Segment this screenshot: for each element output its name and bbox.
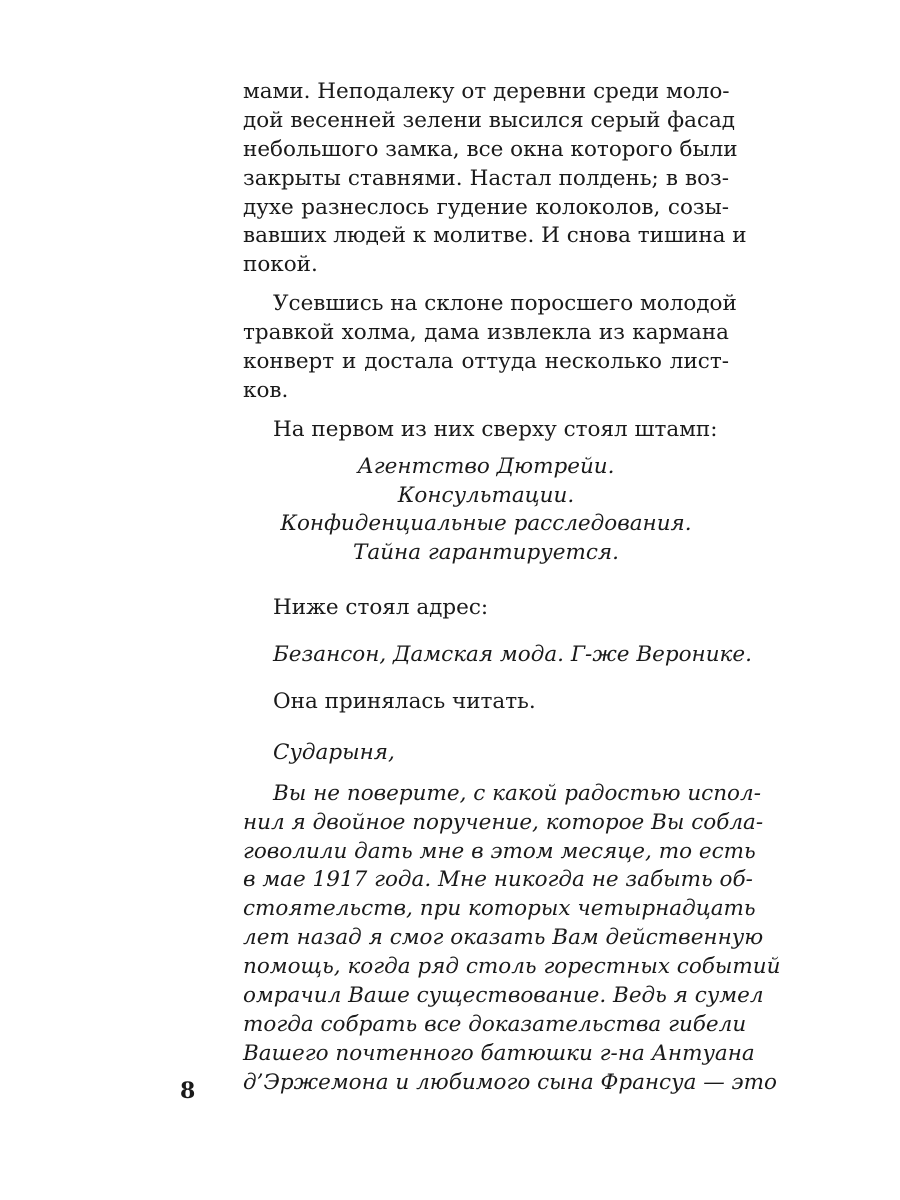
text-line: дой весенней зелени высился серый фасад	[243, 107, 736, 133]
paragraph-2	[243, 290, 737, 406]
text-line: конверт и достала оттуда несколько лист-	[243, 349, 729, 375]
letter-line: в мае 1917 года. Мне никогда не забыть об-	[243, 867, 753, 893]
text-line: ков.	[243, 377, 289, 403]
letter-line: говолили дать мне в этом месяце, то есть	[243, 838, 756, 864]
paragraph-5: Она принялась читать.	[273, 689, 536, 715]
text-line: вавших людей к молитве. И снова тишина и	[243, 223, 747, 249]
text-line: травкой холма, дама извлекла из кармана	[243, 320, 729, 346]
paragraph-1	[243, 78, 747, 280]
letter-body	[243, 780, 781, 1098]
stamp-line: Тайна гарантируется.	[353, 540, 619, 566]
page-number: 8	[180, 1078, 196, 1104]
letter-line: лет назад я смог оказать Вам действенную	[243, 925, 764, 951]
stamp-line: Консультации.	[397, 482, 575, 508]
letter-line: тогда собрать все доказательства гибели	[243, 1011, 747, 1037]
text-line: небольшого замка, все окна которого были	[243, 136, 738, 162]
letter-line: д’Эржемона и любимого сына Франсуа — это	[243, 1069, 777, 1095]
letter-line: нил я двойное поручение, которое Вы собла-	[243, 809, 764, 835]
letter-line: помощь, когда ряд столь горестных событий	[243, 954, 781, 980]
text-line: духе разнеслось гудение колоколов, созы-	[243, 194, 729, 220]
paragraph-3: На первом из них сверху стоял штамп:	[273, 416, 718, 442]
text-line: мами. Неподалеку от деревни среди моло-	[243, 79, 730, 104]
stamp-line: Конфиденциальные расследования.	[280, 511, 692, 537]
letter-line: Вашего почтенного батюшки г-на Антуана	[243, 1040, 755, 1066]
text-line: покой.	[243, 252, 318, 278]
paragraph-4: Ниже стоял адрес:	[273, 595, 489, 621]
text-line: Усевшись на склоне поросшего молодой	[273, 291, 737, 317]
text-line: закрыты ставнями. Настал полдень; в воз-	[243, 165, 729, 191]
address-line: Безансон, Дамская мода. Г-же Веронике.	[273, 642, 752, 668]
letter-line: омрачил Ваше существование. Ведь я сумел	[243, 983, 764, 1009]
letter-salutation: Сударыня,	[273, 739, 395, 765]
stamp-line: Агентство Дютрейи.	[357, 453, 615, 479]
letter-line: Вы не поверите, с какой радостью испол-	[273, 780, 761, 806]
letter-line: стоятельств, при которых четырнадцать	[243, 896, 756, 922]
text-column	[243, 78, 781, 1098]
agency-stamp	[243, 445, 729, 569]
